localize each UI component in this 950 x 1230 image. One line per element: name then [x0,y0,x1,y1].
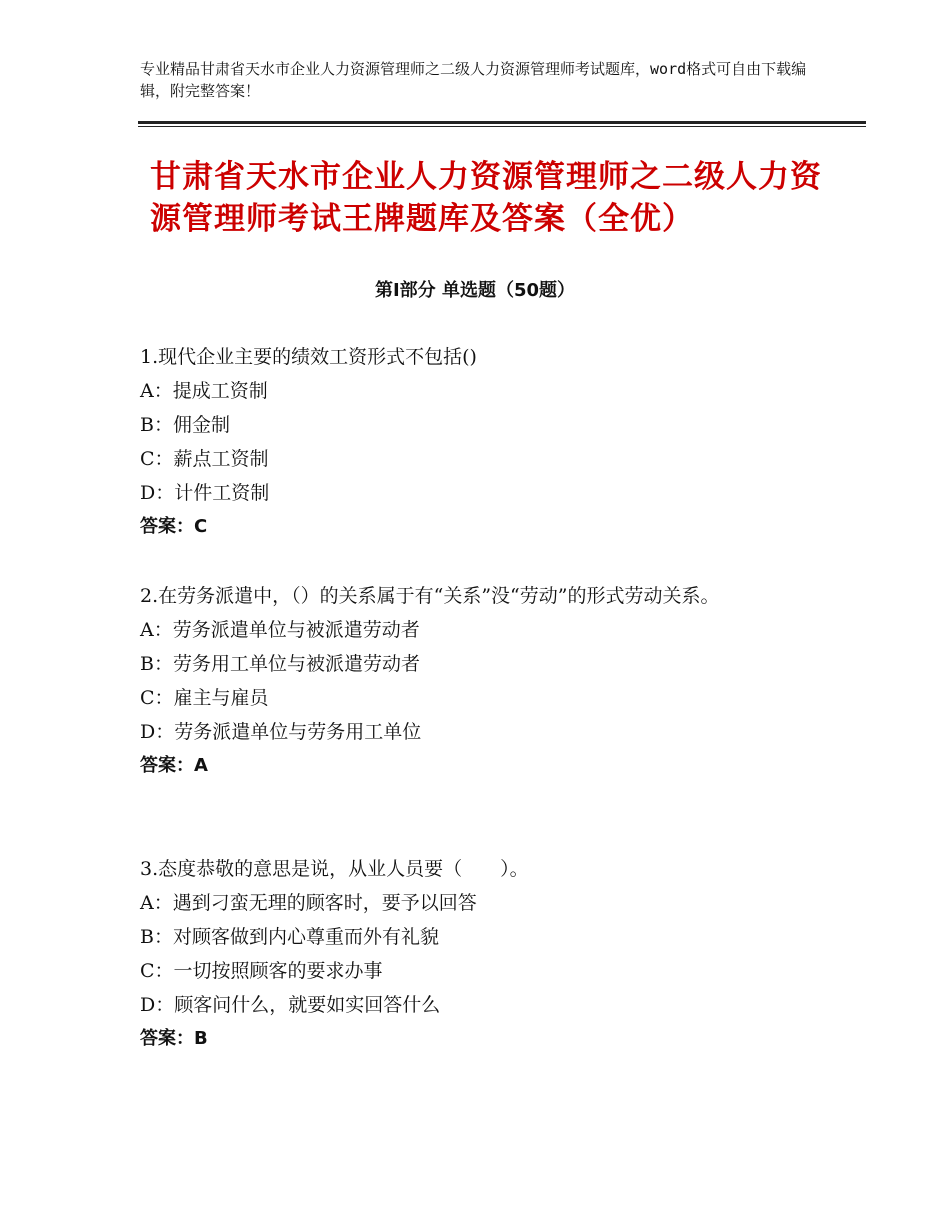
option-a: A：劳务派遣单位与被派遣劳动者 [140,619,420,641]
question-1 [140,340,820,544]
option-b: B：劳务用工单位与被派遣劳动者 [140,653,420,675]
option-c: C：雇主与雇员 [140,687,269,709]
document-title: 甘肃省天水市企业人力资源管理师之二级人力资源管理师考试王牌题库及答案（全优） [150,159,822,237]
option-a: A：提成工资制 [140,380,268,402]
header-note: 专业精品甘肃省天水市企业人力资源管理师之二级人力资源管理师考试题库，word格式可自由下载编辑，附完整答案！ [140,60,807,100]
option-d: D：劳务派遣单位与劳务用工单位 [140,721,422,743]
option-b: B：佣金制 [140,414,230,436]
answer-label: 答案：B [140,1028,208,1049]
question-2 [140,579,820,783]
option-c: C：薪点工资制 [140,448,269,470]
option-b: B：对顾客做到内心尊重而外有礼貌 [140,926,439,948]
section-heading: 第Ⅰ部分 单选题（50题） [374,280,575,301]
header-rule-thin [138,126,866,127]
answer-label: 答案：A [140,755,208,776]
header-rule-thick [138,121,866,124]
option-d: D：顾客问什么，就要如实回答什么 [140,994,441,1016]
question-stem: 2.在劳务派遣中，（）的关系属于有“关系”没“劳动”的形式劳动关系。 [140,585,720,607]
option-a: A：遇到刁蛮无理的顾客时，要予以回答 [140,892,477,914]
question-stem: 1.现代企业主要的绩效工资形式不包括() [140,346,477,368]
option-c: C：一切按照顾客的要求办事 [140,960,383,982]
question-3 [140,852,820,1056]
option-d: D：计件工资制 [140,482,270,504]
question-stem: 3.态度恭敬的意思是说，从业人员要（ ）。 [140,858,529,880]
answer-label: 答案：C [140,516,208,537]
